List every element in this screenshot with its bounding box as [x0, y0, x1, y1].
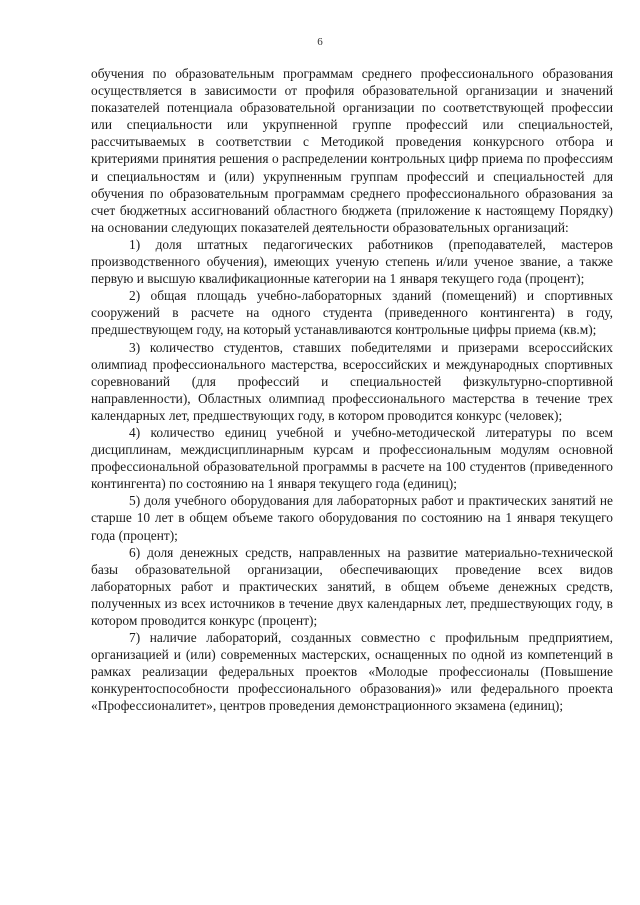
document-body: [91, 65, 613, 715]
list-item-2: 2) общая площадь учебно-лабораторных зданий (помещений) и спортивных сооружений в расчете на одного студента (приведенного контингента) в году, предшествующем году, на который устанавливаются контрольные цифры приема (кв.м);: [91, 288, 613, 338]
page-number: 6: [317, 36, 323, 48]
list-item-1: 1) доля штатных педагогических работников (преподавателей, мастеров производственного обучения), имеющих ученую степень и/или ученое звание, а также первую и высшую квалификационные категории на 1 января текущего года (процент);: [91, 236, 613, 287]
paragraph-intro: обучения по образовательным программам среднего профессионального образования осуществляется в зависимости от профиля образовательной организации и значений показателей потенциала образовательной организации по соответствующей профессии или специальности или укрупненной группе профессий или специальностей, рассчитываемых в соответствии с Методикой проведения конкурсного отбора и критериями принятия решения о распределении контрольных цифр приема по профессиям и специальностям и (или) укрупненным группам профессий и специальностей для обучения по образовательным программам среднего профессионального образования за счет бюджетных ассигнований областного бюджета (приложение к настоящему Порядку) на основании следующих показателей деятельности образовательных организаций:: [91, 66, 613, 235]
list-item-5: 5) доля учебного оборудования для лабораторных работ и практических занятий не старше 10 лет в общем объеме такого оборудования по состоянию на 1 января текущего года (процент);: [91, 493, 613, 543]
list-item-7: 7) наличие лабораторий, созданных совместно с профильным предприятием, организацией и (или) современных мастерских, оснащенных по одной из компетенций в рамках реализации федеральных проектов «Молодые профессионалы (Повышение конкурентоспособности профессионального образования)» или федерального проекта «Профессионалитет», центров проведения демонстрационного экзамена (единиц);: [91, 630, 613, 714]
list-item-6: 6) доля денежных средств, направленных на развитие материально-технической базы образовательной организации, обеспечивающих проведение всех видов лабораторных работ и практических занятий, в общем объеме денежных средств, полученных из всех источников в течение двух календарных лет, предшествующих году, в котором проводится конкурс (процент);: [91, 544, 613, 628]
list-item-4: 4) количество единиц учебной и учебно-методической литературы по всем дисциплинам, междисциплинарным курсам и профессиональным модулям основной профессиональной образовательной программы в расчете на 100 студентов (приведенного контингента) по состоянию на 1 января текущего года (единиц);: [91, 424, 613, 492]
list-item-3: 3) количество студентов, ставших победителями и призерами всероссийских олимпиад профессионального мастерства, всероссийских и международных спортивных соревнований (для профессий и специальностей физкультурно-спортивной направленности), Областных олимпиад профессионального мастерства в течение трех календарных лет, предшествующих году, в котором проводится конкурс (человек);: [91, 339, 613, 423]
